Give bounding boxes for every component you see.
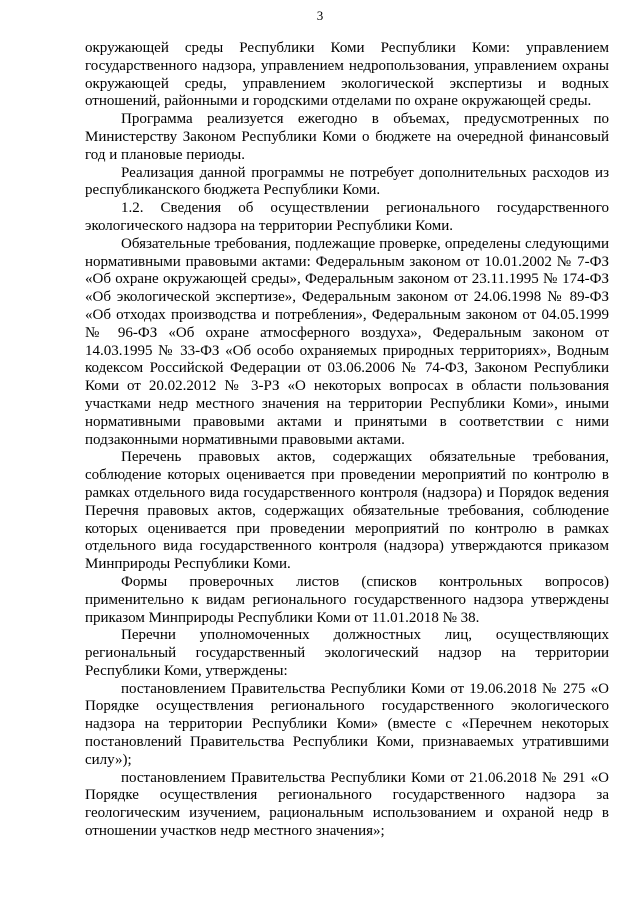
- paragraph-mandatory-requirements: Обязательные требования, подлежащие проверке, определены следующими нормативными правовыми актами: Федеральным законом от 10.01.2002 № 7-ФЗ «Об охране окружающей среды», Федеральным законом от 23.11.1995 № 174-ФЗ «Об экологической экспертизе», Федеральным законом от 24.06.1998 № 89-ФЗ «Об отходах производства и потребления», Федеральным законом от 04.05.1999 № 96-ФЗ «Об охране атмосферного воздуха», Федеральным законом от 14.03.1995 № 33-ФЗ «Об особо охраняемых природных территориях», Водным кодексом Российской Федерации от 03.06.2006 № 74-ФЗ, Законом Республики Коми от 20.02.2012 № 3-РЗ «О некоторых вопросах в области пользования участками недр местного значения на территории Республики Коми», иными нормативными правовыми актами и принятыми в соответствии с ними подзаконными нормативными правовыми актами.: [85, 235, 609, 448]
- paragraph-authorized-officials: Перечни уполномоченных должностных лиц, осуществляющих региональный государственный экологический надзор на территории Республики Коми, утверждены:: [85, 627, 609, 679]
- paragraph-legal-acts-list: Перечень правовых актов, содержащих обязательные требования, соблюдение которых оценивается при проведении мероприятий по контролю в рамках отдельного вида государственного контроля (надзора) и Порядок ведения Перечня правовых актов, содержащих обязательные требования, соблюдение которых оценивается при проведении мероприятий по контролю в рамках отдельного вида государственного контроля (надзора) утверждаются приказом Минприроды Республики Коми.: [85, 449, 609, 573]
- paragraph-resolution-275: постановлением Правительства Республики Коми от 19.06.2018 № 275 «О Порядке осуществления регионального государственного экологического надзора на территории Республики Коми» (вместе с «Перечнем некоторых постановлений Правительства Республики Коми, признаваемых утратившими силу»);: [85, 680, 609, 768]
- paragraph-checklist-forms: Формы проверочных листов (списков контрольных вопросов) применительно к видам регионального государственного надзора утверждены приказом Минприроды Республики Коми от 11.01.2018 № 38.: [85, 573, 609, 626]
- paragraph-no-extra-costs: Реализация данной программы не потребует дополнительных расходов из республиканского бюджета Республики Коми.: [85, 164, 609, 199]
- paragraph-resolution-291: постановлением Правительства Республики Коми от 21.06.2018 № 291 «О Порядке осуществления регионального государственного надзора за геологическим изучением, рациональным использованием и охраной недр в отношении участков недр местного значения»;: [85, 769, 609, 840]
- paragraph-program-funding: Программа реализуется ежегодно в объемах, предусмотренных по Министерству Законом Республики Коми о бюджете на очередной финансовый год и плановые периоды.: [85, 111, 609, 163]
- paragraph-departments: окружающей среды Республики Коми Республики Коми: управлением государственного надзора, управлением недропользования, управлением охраны окружающей среды, управлением экологической экспертизы и водных отношений, районными и городскими отделами по охране окружающей среды.: [85, 40, 609, 110]
- page-number: 3: [316, 8, 324, 23]
- document-body: [85, 40, 609, 841]
- section-heading-1-2: 1.2. Сведения об осуществлении регионального государственного экологического надзора на территории Республики Коми.: [85, 200, 609, 234]
